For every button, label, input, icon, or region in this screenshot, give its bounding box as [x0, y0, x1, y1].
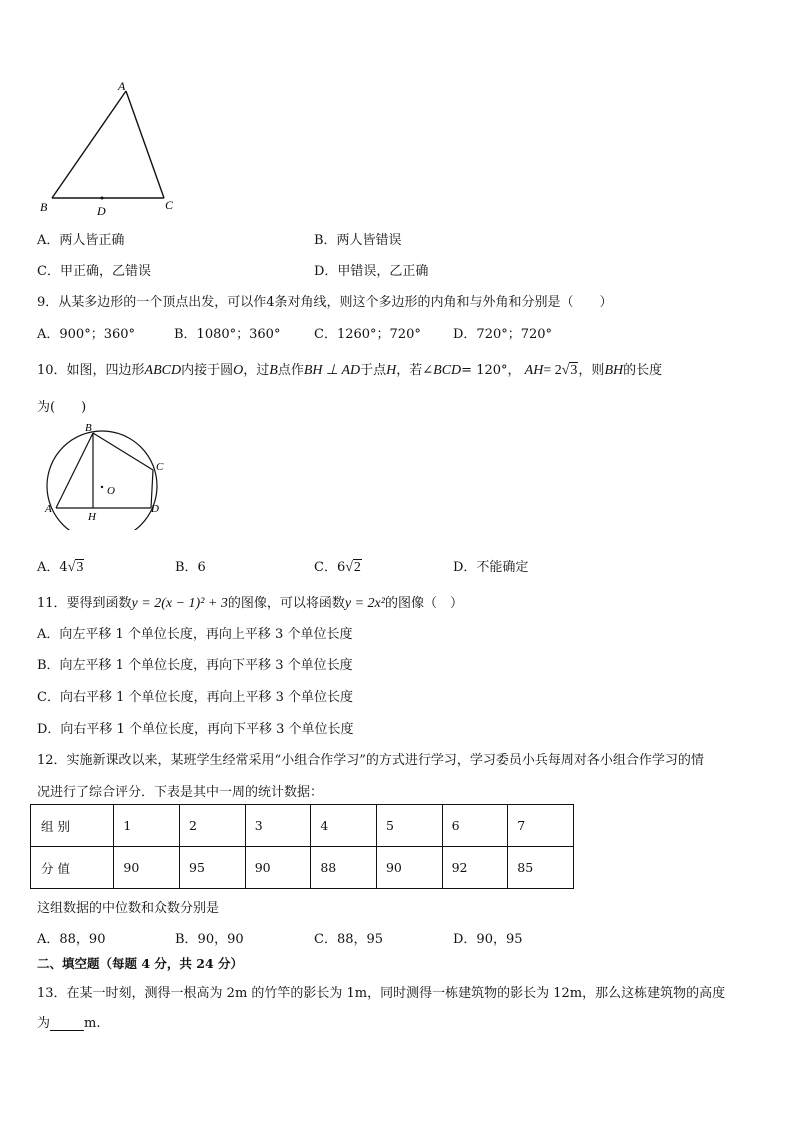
q8-option-d: D．甲错误，乙正确 [314, 264, 429, 279]
q8-point-d [101, 197, 104, 200]
q13-stem-line1: 13．在某一时刻，测得一根高为 2m 的竹竿的影长为 1m，同时测得一栋建筑物的影长为 12m，那么这栋建筑物的高度 [37, 986, 726, 1001]
q10-circle-figure [40, 420, 176, 530]
q12-row2-header: 分 值 [31, 847, 114, 889]
q11-option-a: A．向左平移 1 个单位长度，再向上平移 3 个单位长度 [37, 627, 353, 642]
q13-suffix: m. [84, 1016, 101, 1031]
q10-circle: O [233, 363, 244, 378]
q10-bh: BH [604, 363, 624, 378]
table-cell: 6 [442, 805, 508, 847]
q10-stem-text-1: 10．如图，四边形 [37, 363, 145, 378]
q9-option-a: A．900°；360° [37, 327, 136, 342]
q8-side-ac [126, 91, 164, 198]
q10-stem-text-10: 的长度 [623, 363, 663, 378]
q10-center-dot [101, 486, 103, 488]
q10-stem-text-7: = 120°， [461, 363, 521, 378]
table-cell: 2 [180, 805, 246, 847]
table-cell: 90 [245, 847, 311, 889]
q10-stem-text-6: ，若∠ [396, 363, 434, 378]
q9-option-b: B．1080°；360° [174, 327, 281, 342]
q10-option-a [37, 556, 84, 576]
q10-point-h: H [386, 363, 397, 378]
q10-option-b: B．6 [175, 560, 206, 575]
table-cell: 88 [311, 847, 377, 889]
q13-prefix: 为 [37, 1016, 51, 1031]
q10-angle: BCD [433, 363, 462, 378]
q11-func2: y = 2x² [344, 596, 385, 611]
table-cell: 1 [114, 805, 180, 847]
table-cell: 3 [245, 805, 311, 847]
section-heading: 二、填空题（每题 4 分，共 24 分） [37, 956, 244, 971]
q10-stem-text-8: = 2 [543, 363, 562, 378]
q10-option-c-prefix: C．6 [314, 560, 346, 575]
q10-label-a: A [45, 503, 52, 515]
q10-stem [37, 359, 662, 379]
q9-option-c: C．1260°；720° [314, 327, 421, 342]
q8-option-a: A．两人皆正确 [37, 233, 125, 248]
q12-option-c: C．88，95 [314, 932, 384, 947]
table-cell: 85 [508, 847, 574, 889]
q8-label-d: D [97, 204, 106, 218]
q11-option-c: C．向右平移 1 个单位长度，再向上平移 3 个单位长度 [37, 690, 354, 705]
q10-label-h: H [88, 511, 96, 523]
q10-label-o: O [107, 485, 115, 497]
q10-sqrt: √3 [561, 363, 578, 378]
q10-circle-o [47, 431, 157, 530]
q11-option-d: D．向右平移 1 个单位长度，再向下平移 3 个单位长度 [37, 722, 354, 737]
q10-sqrt-arg: 3 [570, 363, 578, 378]
q10-stem-text-5: 于点 [360, 363, 387, 378]
q8-side-ab [52, 91, 126, 198]
q13-stem-line2 [37, 1012, 100, 1031]
table-row [31, 805, 574, 847]
q12-row1-header: 组 别 [31, 805, 114, 847]
q10-option-a-sqrt: √3 [67, 560, 84, 575]
q10-side-ab [56, 433, 93, 508]
q11-option-b: B．向左平移 1 个单位长度，再向下平移 3 个单位长度 [37, 658, 353, 673]
q11-stem-text-2: 的图像，可以将函数 [227, 596, 345, 611]
q10-option-a-root: 3 [76, 560, 84, 575]
q12-stats-table [30, 804, 574, 889]
table-row [31, 847, 574, 889]
q8-option-c: C．甲正确，乙错误 [37, 264, 151, 279]
q10-stem-text-4: 点作 [277, 363, 304, 378]
q10-option-a-prefix: A．4 [37, 560, 68, 575]
q11-func1: y = 2(x − 1)² + 3 [131, 596, 228, 611]
q8-label-c: C [165, 198, 174, 212]
table-cell: 90 [376, 847, 442, 889]
q10-stem-text-3: ，过 [243, 363, 270, 378]
q8-label-b: B [40, 200, 48, 214]
q10-option-d: D．不能确定 [453, 560, 529, 575]
q10-stem-line2: 为( ) [37, 400, 87, 415]
q10-stem-text-9: ，则 [578, 363, 605, 378]
q13-answer-blank[interactable] [50, 1017, 84, 1031]
q10-label-b: B [85, 422, 92, 434]
q10-perp: BH ⊥ AD [303, 363, 361, 378]
q10-quad: ABCD [144, 363, 182, 378]
q10-option-c-sqrt: √2 [345, 560, 361, 575]
q12-option-a: A．88，90 [37, 932, 106, 947]
q9-stem: 9．从某多边形的一个顶点出发，可以作4条对角线，则这个多边形的内角和与外角和分别是（ ） [37, 295, 613, 310]
q11-stem-text-3: 的图像（ ） [384, 596, 463, 611]
q10-label-d: D [151, 503, 159, 515]
q12-option-d: D．90，95 [453, 932, 523, 947]
q9-option-d: D．720°；720° [453, 327, 553, 342]
q11-stem-text-1: 11．要得到函数 [37, 596, 132, 611]
q10-ah: AH [524, 363, 544, 378]
q10-point-b: B [269, 363, 278, 378]
q12-question: 这组数据的中位数和众数分别是 [37, 901, 220, 916]
table-cell: 4 [311, 805, 377, 847]
table-cell: 5 [376, 805, 442, 847]
table-cell: 90 [114, 847, 180, 889]
q10-option-c-root: 2 [353, 560, 361, 575]
q11-stem [37, 592, 463, 612]
table-cell: 92 [442, 847, 508, 889]
q8-triangle-figure [30, 78, 190, 220]
q10-stem-text-2: 内接于圆 [181, 363, 234, 378]
table-cell: 7 [508, 805, 574, 847]
q12-option-b: B．90，90 [175, 932, 244, 947]
q12-stem-line2: 况进行了综合评分．下表是其中一周的统计数据： [37, 785, 324, 800]
q10-side-bc [93, 433, 153, 470]
table-cell: 95 [180, 847, 246, 889]
q10-label-c: C [156, 461, 164, 473]
q10-option-c [314, 556, 362, 576]
q8-label-a: A [118, 79, 126, 93]
q12-stem-line1: 12．实施新课改以来，某班学生经常采用“小组合作学习”的方式进行学习，学习委员小兵每周对各小组合作学习的情 [37, 753, 704, 768]
q8-option-b: B．两人皆错误 [314, 233, 402, 248]
